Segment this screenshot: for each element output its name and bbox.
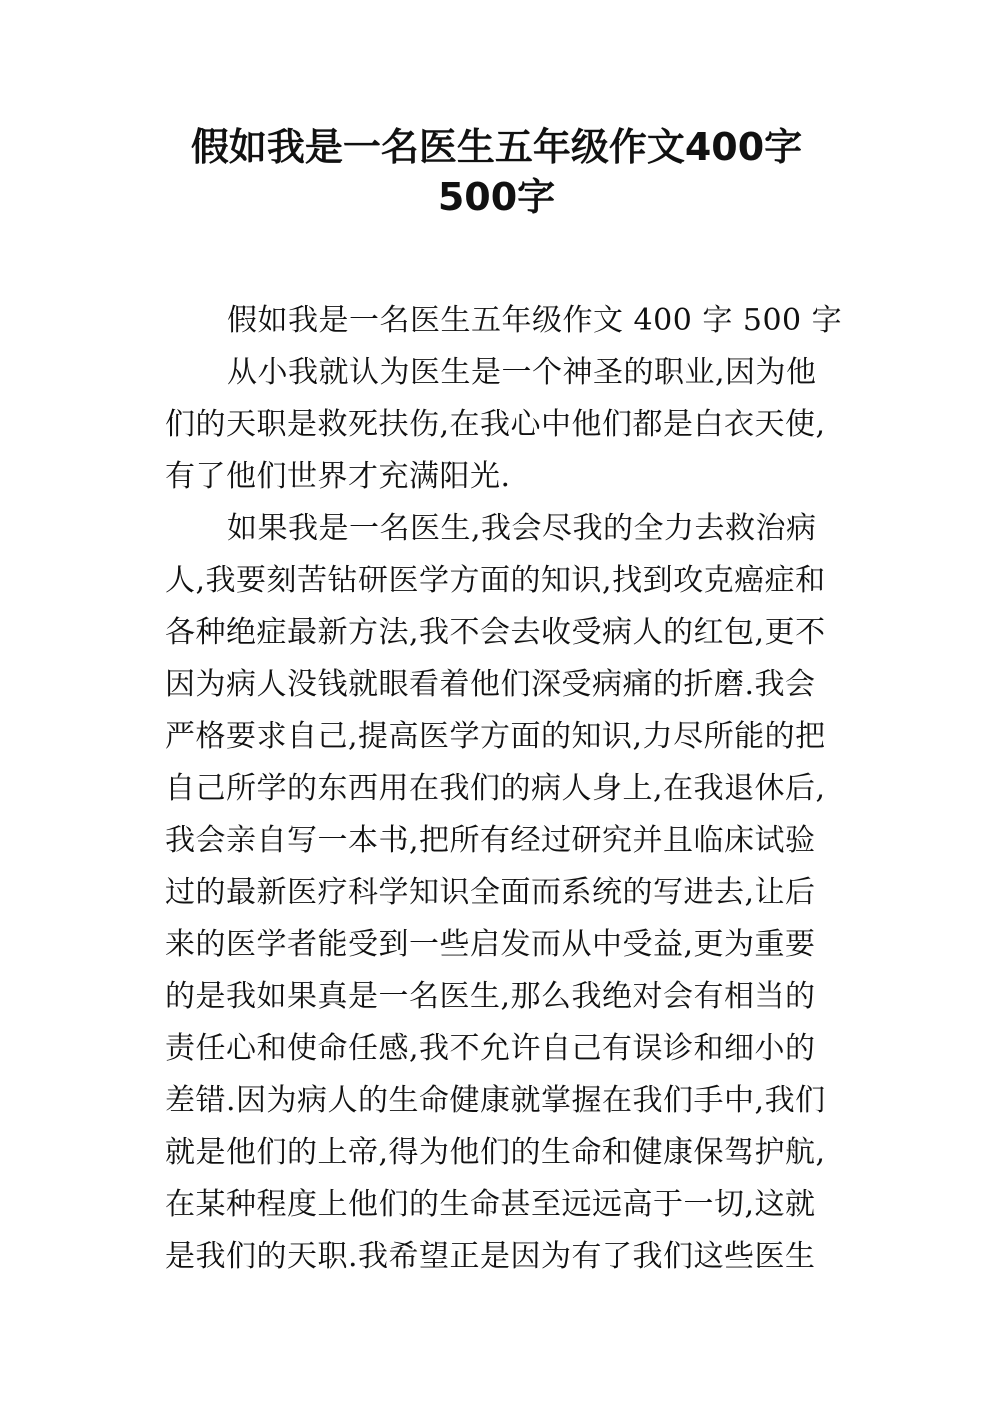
text-line: 的是我如果真是一名医生,那么我绝对会有相当的 [165, 979, 816, 1014]
subtitle: 假如我是一名医生五年级作文 400 字 500 字 [227, 303, 843, 338]
text-line: 差错.因为病人的生命健康就掌握在我们手中,我们 [165, 1083, 826, 1118]
title-line: 500字 [437, 175, 556, 219]
text-line: 过的最新医疗科学知识全面而系统的写进去,让后 [165, 875, 816, 910]
text-line: 严格要求自己,提高医学方面的知识,力尽所能的把 [165, 719, 826, 754]
text-line: 就是他们的上帝,得为他们的生命和健康保驾护航, [165, 1135, 826, 1170]
text-line: 责任心和使命任感,我不允许自己有误诊和细小的 [165, 1031, 816, 1066]
text-line: 各种绝症最新方法,我不会去收受病人的红包,更不 [165, 615, 826, 650]
text-line: 自己所学的东西用在我们的病人身上,在我退休后, [165, 771, 826, 806]
text-line: 有了他们世界才充满阳光. [165, 459, 511, 494]
text-line: 来的医学者能受到一些启发而从中受益,更为重要 [165, 927, 816, 962]
paragraph-1 [165, 350, 845, 506]
text-line: 是我们的天职.我希望正是因为有了我们这些医生 [165, 1239, 816, 1274]
document-title [0, 122, 993, 222]
text-line: 我会亲自写一本书,把所有经过研究并且临床试验 [165, 823, 816, 858]
text-line: 们的天职是救死扶伤,在我心中他们都是白衣天使, [165, 407, 826, 442]
text-line: 在某种程度上他们的生命甚至远远高于一切,这就 [165, 1187, 816, 1222]
text-line: 人,我要刻苦钻研医学方面的知识,找到攻克癌症和 [165, 563, 826, 598]
paragraph-2 [165, 506, 845, 1286]
text-line: 从小我就认为医生是一个神圣的职业,因为他 [227, 355, 817, 390]
text-line: 因为病人没钱就眼看着他们深受病痛的折磨.我会 [165, 667, 816, 702]
text-line: 如果我是一名医生,我会尽我的全力去救治病 [227, 511, 817, 546]
document-body [165, 298, 845, 1286]
title-line: 假如我是一名医生五年级作文400字 [190, 125, 803, 169]
